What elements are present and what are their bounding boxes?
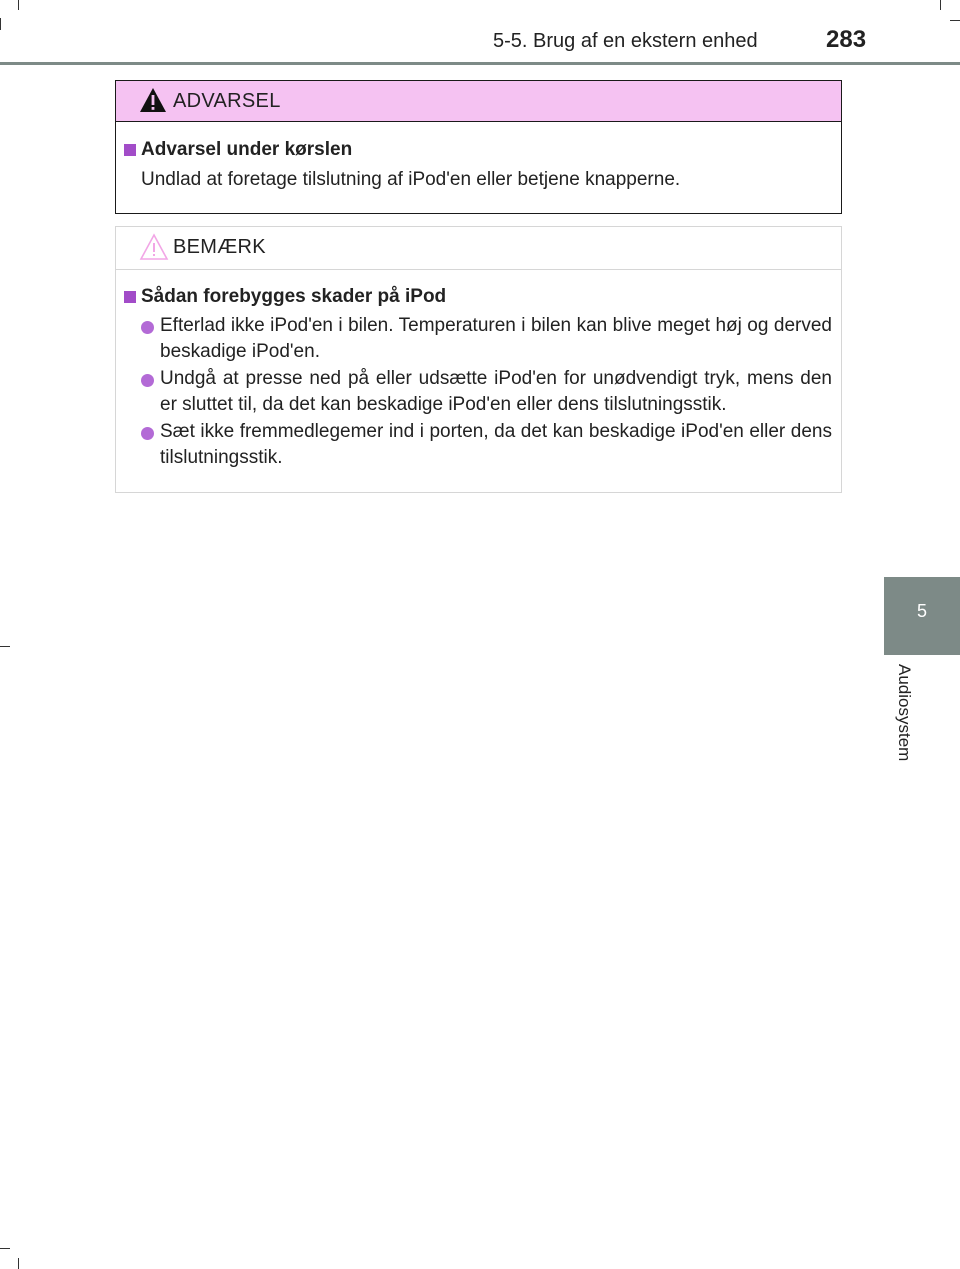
crop-mark: [0, 1248, 10, 1249]
crop-mark: [0, 18, 1, 30]
round-bullet-icon: [141, 321, 154, 334]
notice-heading: BEMÆRK: [173, 236, 266, 258]
page-number: 283: [826, 26, 867, 53]
round-bullet-icon: [141, 427, 154, 440]
crop-mark: [0, 646, 10, 647]
warning-item-title: Advarsel under kørslen: [141, 139, 353, 160]
section-title: 5-5. Brug af en ekstern enhed: [493, 30, 758, 52]
notice-item-title: Sådan forebygges skader på iPod: [141, 286, 447, 307]
chapter-tab: [884, 577, 960, 655]
warning-header: [116, 81, 841, 122]
header-rule: [0, 62, 960, 65]
crop-mark: [18, 0, 19, 10]
notice-bullet: Sæt ikke fremmedlegemer ind i porten, da det kan beskadige iPod'en eller dens tilslutningsstik.: [160, 421, 832, 468]
crop-mark: [18, 1258, 19, 1269]
warning-box: [115, 80, 842, 214]
notice-header: [116, 227, 841, 270]
notice-bullet: Undgå at presse ned på eller udsætte iPod'en for unødvendigt tryk, mens den er sluttet til, da det kan beskadige iPod'en eller dens tilslutningsstik.: [160, 368, 832, 415]
chapter-label: Audiosystem: [895, 664, 914, 762]
crop-mark: [950, 20, 960, 21]
square-bullet-icon: [124, 291, 136, 303]
notice-bullet: Efterlad ikke iPod'en i bilen. Temperaturen i bilen kan blive meget høj og derved beskadige iPod'en.: [160, 315, 832, 362]
crop-mark: [940, 0, 941, 10]
warning-heading: ADVARSEL: [173, 90, 281, 112]
notice-box: [115, 226, 842, 493]
chapter-number: 5: [916, 601, 927, 621]
warning-triangle-icon: [139, 87, 167, 113]
caution-triangle-icon: [139, 233, 169, 261]
round-bullet-icon: [141, 374, 154, 387]
warning-item-text: Undlad at foretage tilslutning af iPod'en eller betjene knapperne.: [141, 169, 681, 190]
square-bullet-icon: [124, 144, 136, 156]
